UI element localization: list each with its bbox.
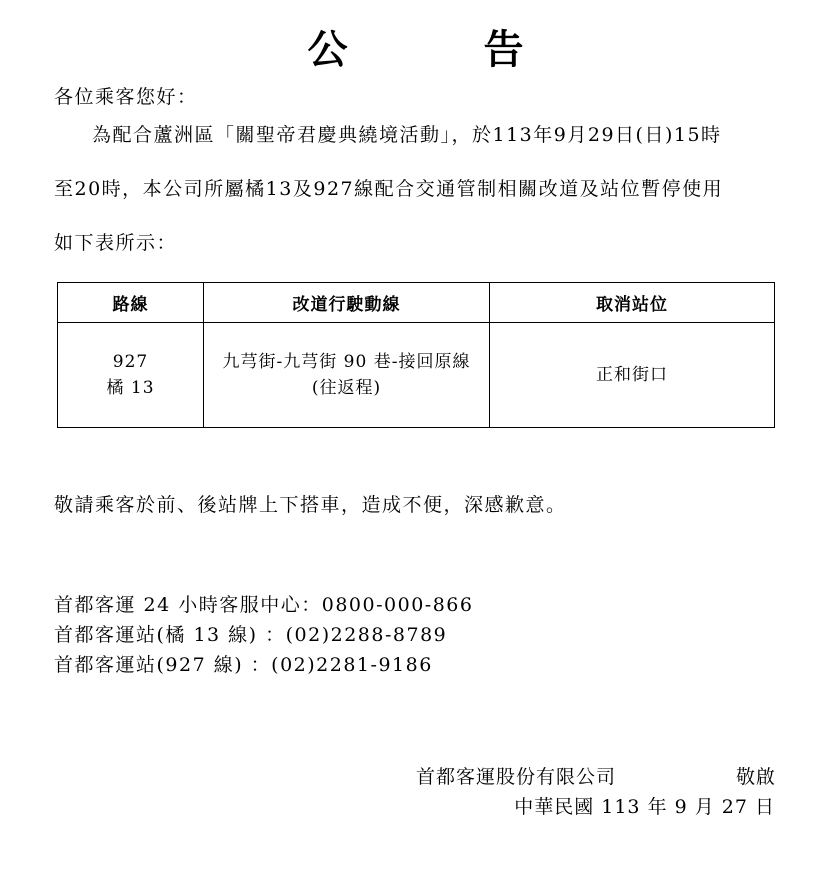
contact-service-center: 首都客運 24 小時客服中心：0800-000-866 bbox=[54, 594, 474, 616]
header-route: 路線 bbox=[58, 283, 204, 323]
detour-cell bbox=[204, 323, 490, 428]
header-detour: 改道行駛動線 bbox=[204, 283, 490, 323]
salutation: 各位乘客您好： bbox=[54, 86, 198, 108]
notice-date: 中華民國 113 年 9 月 27 日 bbox=[514, 796, 775, 818]
closing-salutation: 敬啟 bbox=[736, 766, 777, 788]
company-name: 首都客運股份有限公司 bbox=[416, 766, 617, 788]
apology-text: 敬請乘客於前、後站牌上下搭車，造成不便，深感歉意。 bbox=[54, 494, 567, 516]
table-row bbox=[58, 323, 775, 428]
contact-station-927: 首都客運站(927 線) ：(02)2281-9186 bbox=[54, 654, 433, 676]
signature-company-line bbox=[416, 762, 777, 789]
detour-table bbox=[57, 282, 775, 428]
cancelled-stop-cell: 正和街口 bbox=[490, 323, 775, 428]
notice-title: 公 告 bbox=[307, 27, 572, 73]
detour-direction: (往返程) bbox=[311, 378, 382, 398]
route-cell bbox=[58, 323, 204, 428]
paragraph-line-2: 至20時，本公司所屬橘13及927線配合交通管制相關改道及站位暫停使用 bbox=[54, 178, 724, 200]
paragraph-line-3: 如下表所示： bbox=[54, 232, 178, 254]
detour-path: 九芎街-九芎街 90 巷-接回原線 bbox=[222, 352, 471, 372]
contact-station-orange-13: 首都客運站(橘 13 線) ：(02)2288-8789 bbox=[54, 624, 448, 646]
route-orange-13: 橘 13 bbox=[106, 378, 155, 398]
paragraph-line-1: 為配合蘆洲區「關聖帝君慶典繞境活動」，於113年9月29日(日)15時 bbox=[92, 124, 722, 146]
header-cancelled-stop: 取消站位 bbox=[490, 283, 775, 323]
table-header-row bbox=[58, 283, 775, 323]
route-927: 927 bbox=[112, 352, 149, 372]
